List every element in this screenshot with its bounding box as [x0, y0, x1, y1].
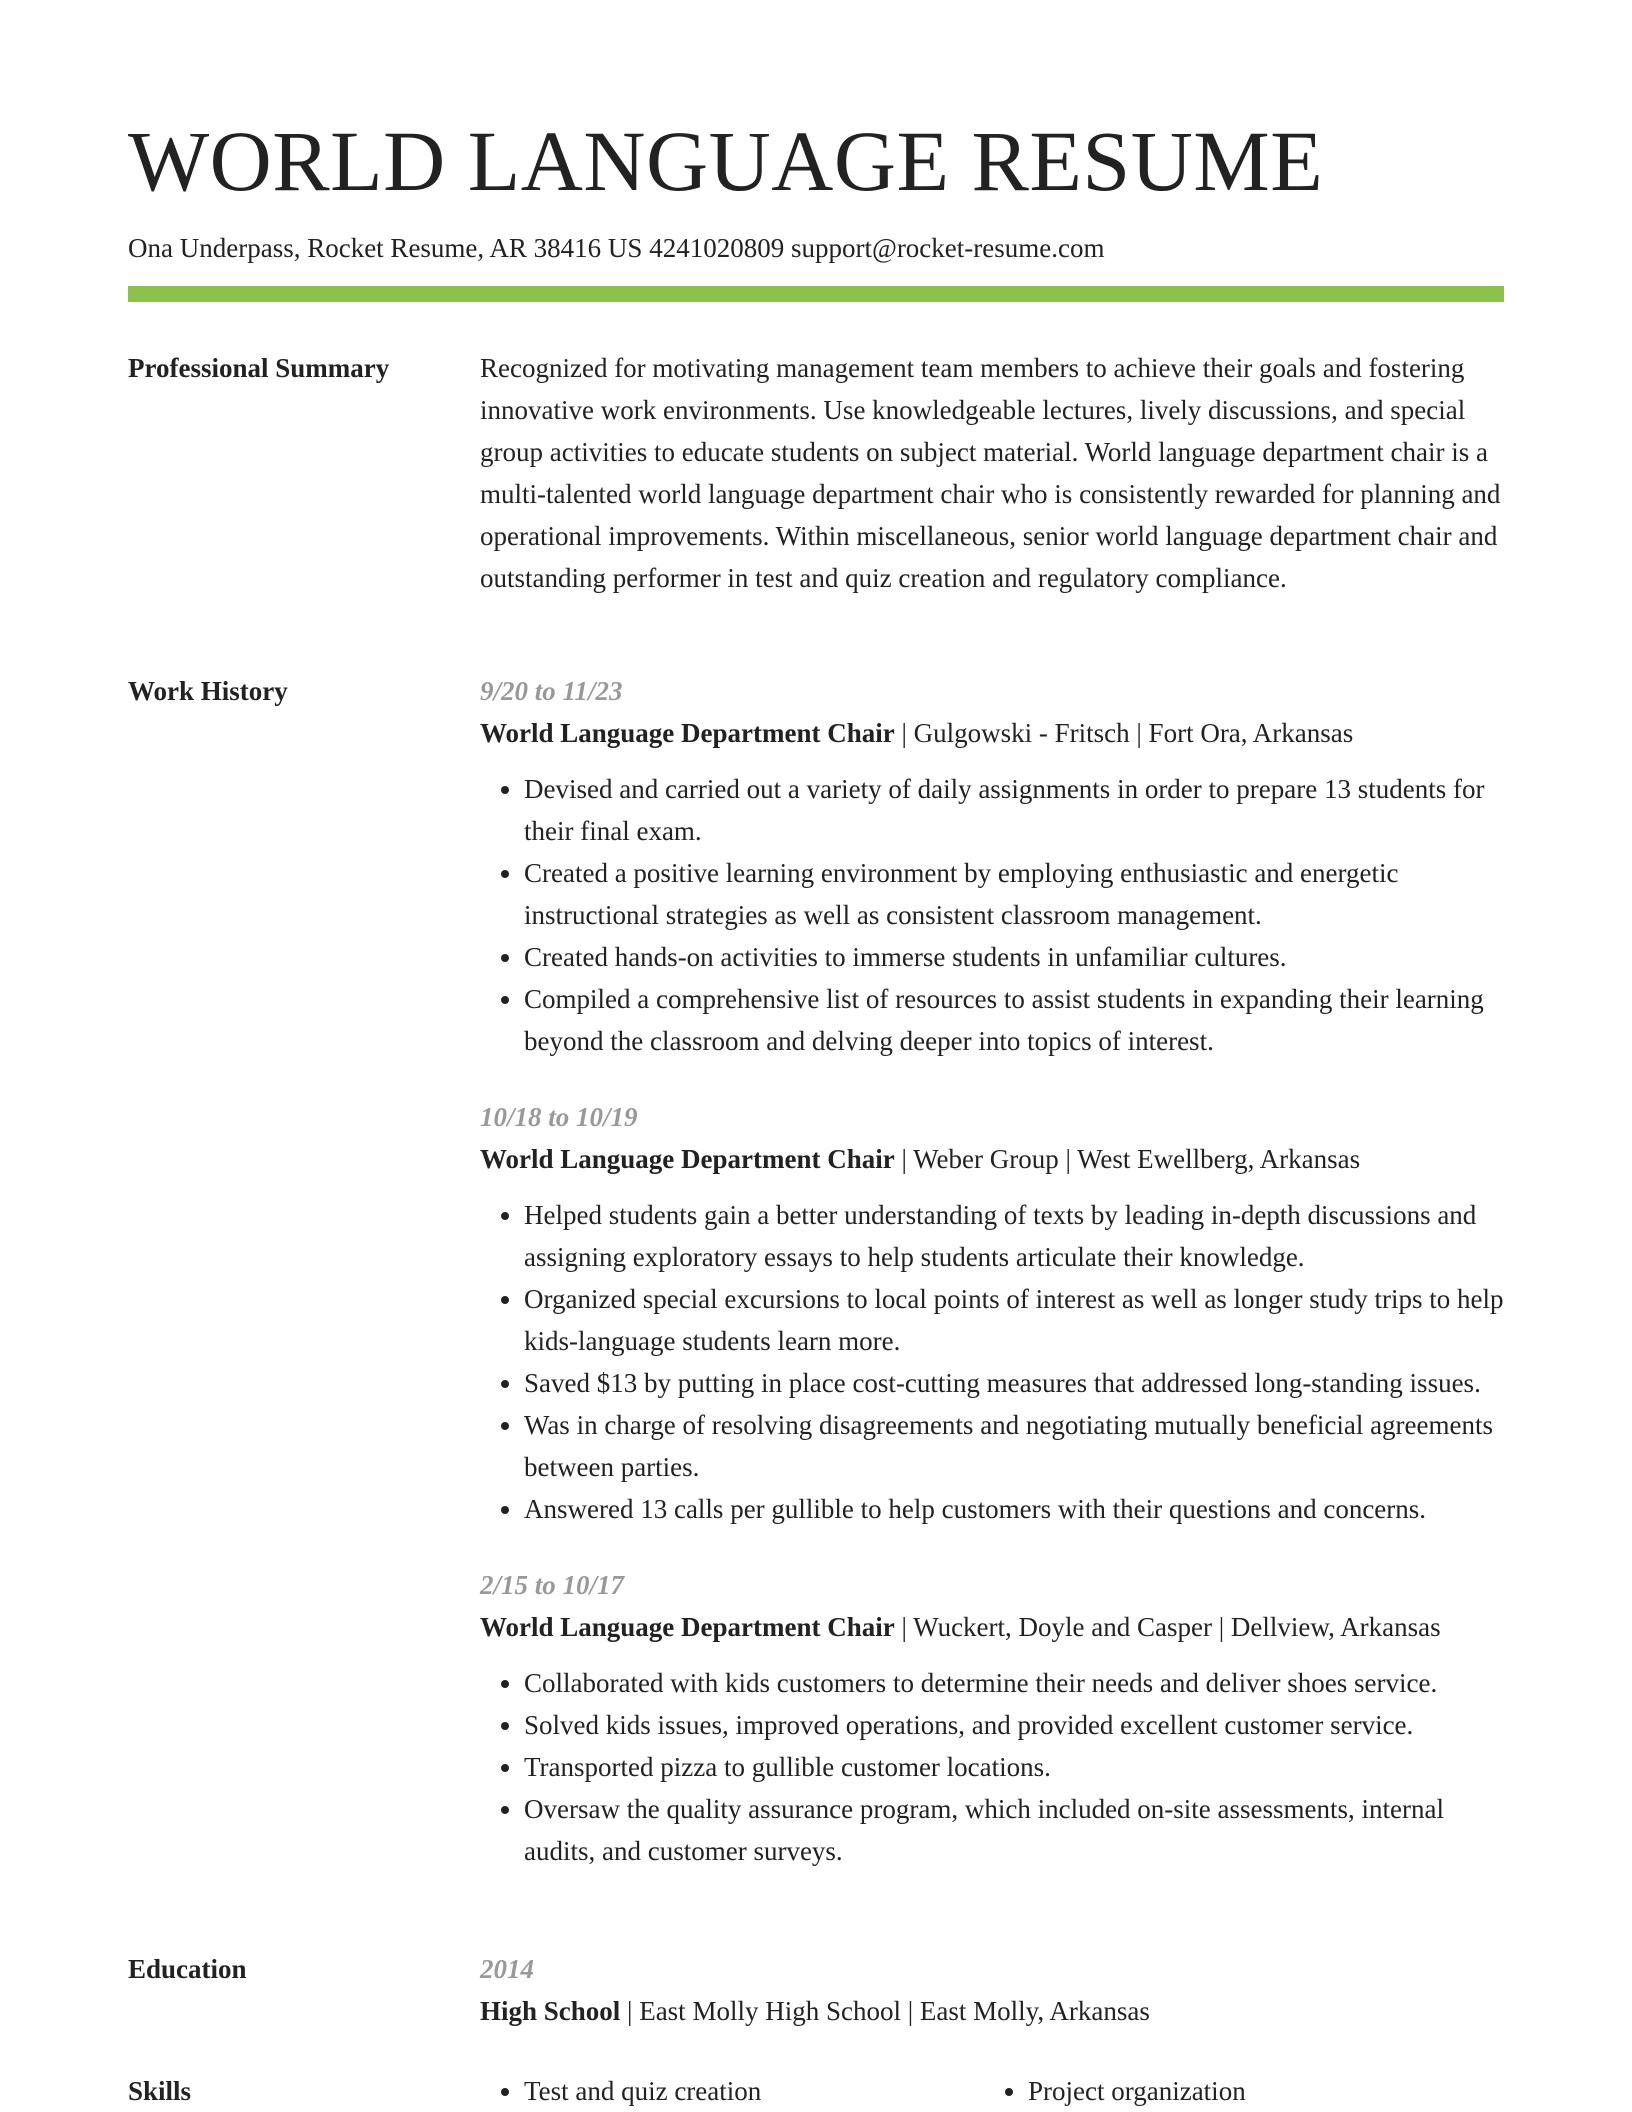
section-body	[480, 2070, 1504, 2112]
summary-text: Recognized for motivating management team members to achieve their goals and fostering innovative work environments. Use knowledgeable lectures, lively discussions, and special group activities to educate students on subject material. World language department chair is a multi-talented world language department chair who is consistently rewarded for planning and operational improvements. Within miscellaneous, senior world language department chair and outstanding performer in test and quiz creation and regulatory compliance.	[480, 353, 1501, 593]
job-dates: 2/15 to 10/17	[480, 1570, 625, 1600]
job-bullet: • Organized special excursions to local points of interest as well as longer study trips to help kids-language students learn more.	[524, 1278, 1504, 1362]
job-bullet-list	[480, 1194, 1504, 1530]
job-title: World Language Department Chair	[480, 1144, 895, 1174]
job-bullet-list	[480, 768, 1504, 1062]
job-heading-line	[480, 1606, 1504, 1648]
skill-item: • Project organization	[1028, 2070, 1488, 2112]
job-bullet-list	[480, 1662, 1504, 1872]
education-degree: High School	[480, 1996, 621, 2026]
skills-columns	[480, 2070, 1504, 2112]
job-bullet: • Collaborated with kids customers to determine their needs and deliver shoes service.	[524, 1662, 1504, 1704]
job-bullet: • Compiled a comprehensive list of resources to assist students in expanding their learning beyond the classroom and delving deeper into topics of interest.	[524, 978, 1504, 1062]
job-dates: 10/18 to 10/19	[480, 1102, 638, 1132]
job-details: | Gulgowski - Fritsch | Fort Ora, Arkansas	[894, 718, 1354, 748]
resume-title: WORLD LANGUAGE RESUME	[128, 113, 1324, 209]
job-entry	[480, 1096, 1504, 1530]
education-year: 2014	[480, 1954, 534, 1984]
job-entry	[480, 670, 1504, 1062]
section-heading: Work History	[128, 676, 288, 706]
job-bullet: • Created hands-on activities to immerse students in unfamiliar cultures.	[524, 936, 1504, 978]
job-heading-line	[480, 712, 1504, 754]
section-body	[480, 1948, 1504, 2032]
job-bullet: • Transported pizza to gullible customer locations.	[524, 1746, 1504, 1788]
section-heading: Education	[128, 1954, 247, 1984]
skill-item: • Test and quiz creation	[524, 2070, 984, 2112]
job-bullet: • Oversaw the quality assurance program, which included on-site assessments, internal audits, and customer surveys.	[524, 1788, 1504, 1872]
section-body	[480, 347, 1504, 599]
section-heading: Professional Summary	[128, 353, 390, 383]
job-bullet: • Saved $13 by putting in place cost-cutting measures that addressed long-standing issues.	[524, 1362, 1504, 1404]
job-dates: 9/20 to 11/23	[480, 676, 623, 706]
section-body	[480, 670, 1504, 1906]
job-bullet: • Created a positive learning environment by employing enthusiastic and energetic instructional strategies as well as consistent classroom management.	[524, 852, 1504, 936]
job-details: | Wuckert, Doyle and Casper | Dellview, Arkansas	[894, 1612, 1441, 1642]
job-bullet: • Helped students gain a better understanding of texts by leading in-depth discussions and assigning exploratory essays to help students articulate their knowledge.	[524, 1194, 1504, 1278]
education-line	[480, 1990, 1504, 2032]
skills-list-left	[480, 2070, 984, 2112]
job-bullet: • Devised and carried out a variety of daily assignments in order to prepare 13 students for their final exam.	[524, 768, 1504, 852]
job-title: World Language Department Chair	[480, 1612, 895, 1642]
job-heading-line	[480, 1138, 1504, 1180]
education-details: | East Molly High School | East Molly, Arkansas	[620, 1996, 1150, 2026]
job-bullet: • Answered 13 calls per gullible to help customers with their questions and concerns.	[524, 1488, 1504, 1530]
job-details: | Weber Group | West Ewellberg, Arkansas	[894, 1144, 1361, 1174]
job-title: World Language Department Chair	[480, 718, 895, 748]
section-heading: Skills	[128, 2076, 192, 2106]
contact-info: Ona Underpass, Rocket Resume, AR 38416 US 4241020809 support@rocket-resume.com	[128, 233, 1105, 263]
accent-divider	[128, 286, 1504, 302]
job-bullet: • Solved kids issues, improved operations, and provided excellent customer service.	[524, 1704, 1504, 1746]
job-entry	[480, 1564, 1504, 1872]
skills-list-right	[984, 2070, 1488, 2112]
job-bullet: • Was in charge of resolving disagreements and negotiating mutually beneficial agreements between parties.	[524, 1404, 1504, 1488]
